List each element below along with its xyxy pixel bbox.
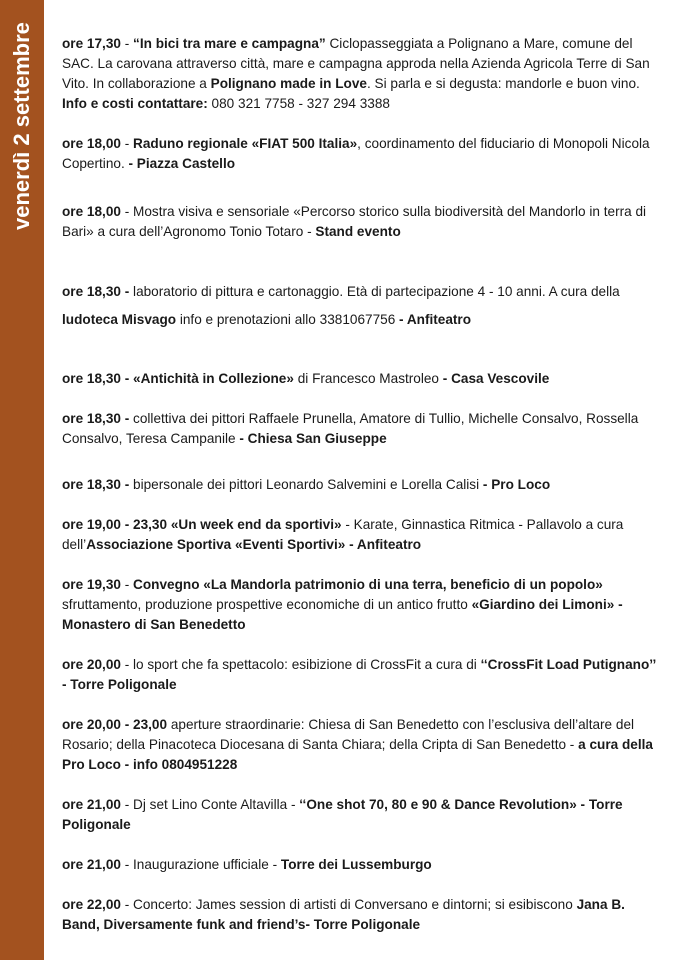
event-highlight: Convegno «La Mandorla patrimonio di una terra, beneficio di un popolo» (133, 577, 603, 592)
event-highlight: - Chiesa San Giuseppe (239, 431, 387, 446)
event-highlight: - Anfiteatro (399, 312, 472, 327)
event-item (62, 278, 660, 334)
event-text: - Inaugurazione ufficiale - (120, 857, 281, 872)
event-highlight: ore 19,00 - 23,30 «Un week end da sportivi» (62, 517, 342, 532)
event-highlight: Torre dei Lussemburgo (280, 857, 432, 872)
event-item (62, 575, 660, 635)
date-sidebar (0, 0, 44, 960)
event-text: sfruttamento, produzione prospettive economiche di un antico frutto (62, 597, 472, 612)
event-item (62, 202, 660, 242)
event-highlight: ore 19,30 (62, 577, 121, 592)
event-item (62, 134, 660, 174)
event-highlight: ore 21,00 (62, 857, 121, 872)
event-text: 080 321 7758 - 327 294 3388 (207, 96, 390, 111)
event-item (62, 475, 660, 495)
event-highlight: Polignano made in Love (210, 76, 367, 91)
event-highlight: ore 22,00 (62, 897, 121, 912)
event-item (62, 34, 660, 114)
event-text: laboratorio di pittura e cartonaggio. Età di partecipazione 4 - 10 anni. A cura della (129, 284, 620, 299)
event-highlight: ore 20,00 (62, 657, 121, 672)
event-item (62, 715, 660, 775)
event-text: - (120, 36, 134, 51)
event-highlight: ore 18,30 - (62, 284, 130, 299)
event-text: - Concerto: James session di artisti di Conversano e dintorni; si esibiscono (120, 897, 577, 912)
event-highlight: ‘‘One shot 70, 80 e 90 & Dance Revolution» - Torre Poligonale (62, 797, 623, 832)
event-text: - Karate, Ginnastica Ritmica - Pallavolo a cura dell’ (62, 517, 624, 552)
event-highlight: Info e costi contattare: (62, 96, 208, 111)
event-text: - (120, 136, 134, 151)
event-highlight: ore 21,00 (62, 797, 121, 812)
event-highlight: ore 18,00 (62, 136, 121, 151)
event-item (62, 895, 660, 935)
event-text: collettiva dei pittori Raffaele Prunella, Amatore di Tullio, Michelle Consalvo, Rossella Consalvo, Teresa Campanile (62, 411, 639, 446)
event-item (62, 369, 660, 389)
date-title: venerdì 2 settembre (9, 22, 34, 230)
event-item (62, 855, 660, 875)
event-text: Ciclopasseggiata a Polignano a Mare, comune del SAC. La carovana attraverso città, mare e campagna approda nella Azienda Agricola Terre di San Vito. In collaborazione a (62, 36, 650, 91)
event-item (62, 515, 660, 555)
event-text: - Dj set Lino Conte Altavilla - (120, 797, 300, 812)
event-list (62, 34, 660, 935)
event-highlight: a cura della Pro Loco - info 0804951228 (62, 737, 653, 772)
event-highlight: Jana B. Band, Diversamente funk and friend’s- Torre Poligonale (62, 897, 625, 932)
event-highlight: - Piazza Castello (128, 156, 236, 171)
event-highlight: “In bici tra mare e campagna” (133, 36, 326, 51)
event-highlight: ore 17,30 (62, 36, 121, 51)
event-highlight: - Casa Vescovile (442, 371, 550, 386)
event-text: info e prenotazioni allo 3381067756 (176, 312, 400, 327)
event-highlight: Raduno regionale «FIAT 500 Italia» (133, 136, 358, 151)
event-item (62, 655, 660, 695)
event-highlight: ore 18,30 - (62, 371, 130, 386)
event-highlight: ludoteca Misvago (62, 312, 177, 327)
event-highlight: - Pro Loco (482, 477, 551, 492)
event-text: - Mostra visiva e sensoriale «Percorso storico sulla biodiversità del Mandorlo in terra di Bari» a cura dell’Agronomo Tonio Totaro - (62, 204, 647, 239)
event-text: , coordinamento del fiduciario di Monopoli Nicola Copertino. (62, 136, 650, 171)
event-highlight: «Antichità in Collezione» (133, 371, 294, 386)
event-item (62, 409, 660, 449)
event-highlight: ore 18,00 (62, 204, 121, 219)
event-highlight: ore 18,30 - (62, 411, 130, 426)
event-text: - (120, 577, 134, 592)
event-text: aperture straordinarie: Chiesa di San Benedetto con l’esclusiva dell’altare del Rosario; della Pinacoteca Diocesana di Santa Chiara; della Cripta di San Benedetto - (62, 717, 635, 752)
event-text: di Francesco Mastroleo (293, 371, 443, 386)
event-highlight: ore 20,00 - 23,00 (62, 717, 168, 732)
event-text: bipersonale dei pittori Leonardo Salvemini e Lorella Calisi (129, 477, 483, 492)
event-highlight: ‘‘CrossFit Load Putignano’’ - Torre Poligonale (62, 657, 656, 692)
event-item (62, 795, 660, 835)
event-text: . Si parla e si degusta: mandorle e buon vino. (366, 76, 640, 91)
event-highlight: ore 18,30 - (62, 477, 130, 492)
event-text: - lo sport che fa spettacolo: esibizione di CrossFit a cura di (120, 657, 481, 672)
event-highlight: «Giardino dei Limoni» - Monastero di San Benedetto (62, 597, 623, 632)
event-highlight: Associazione Sportiva «Eventi Sportivi» - Anfiteatro (86, 537, 422, 552)
event-highlight: Stand evento (315, 224, 401, 239)
